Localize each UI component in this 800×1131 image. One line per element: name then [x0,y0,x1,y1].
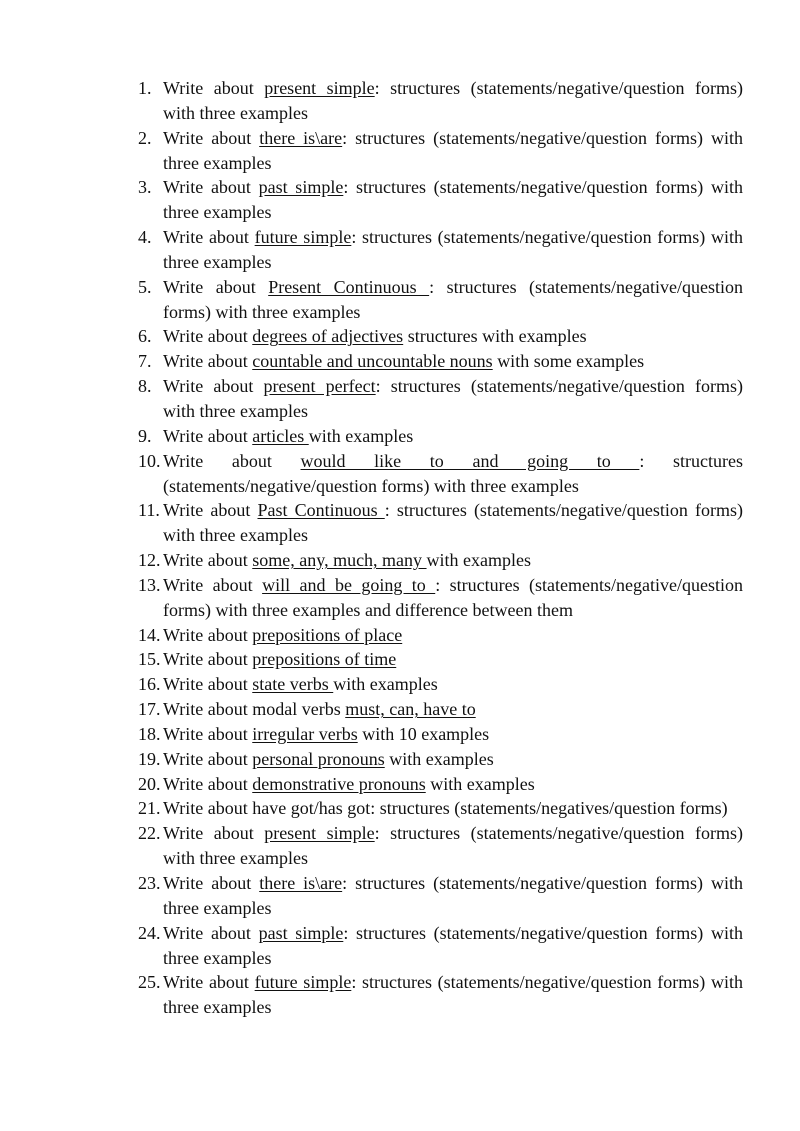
list-item [138,498,743,548]
item-topic: some, any, much, many [252,550,427,571]
item-text: Write about [163,450,301,471]
item-number: 15. [138,649,161,670]
item-topic: irregular verbs [252,723,358,744]
list-item [138,349,743,374]
list-item [138,573,743,623]
item-text: Write about [163,723,253,744]
item-text: : structures (statements/negative/question forms) with three examples [163,78,743,123]
item-number: 24. [138,922,161,943]
item-text: Write about [163,276,269,297]
item-number: 8. [138,376,152,397]
item-text: Write about [163,674,253,695]
item-number: 21. [138,798,161,819]
item-topic: Present Continuous [268,276,430,297]
item-number: 17. [138,699,161,720]
list-item [138,76,743,126]
item-topic: there is\are [259,873,343,893]
item-text: with examples [384,748,494,769]
list-item [138,672,743,697]
item-text: : structures (statements/negative/question forms) with three examples [163,500,743,546]
list-item [138,796,743,821]
item-topic: present simple [264,78,375,98]
item-text: Write about [163,649,253,670]
item-number: 1. [138,78,152,98]
list-item [138,175,743,225]
item-topic: prepositions of time [252,649,397,670]
item-text: Write about [163,773,253,794]
list-item [138,424,743,449]
item-text: Write about [163,972,255,993]
item-number: 14. [138,624,161,645]
item-text: Write about [163,873,260,893]
assignment-list [138,76,743,1020]
item-topic: state verbs [252,674,334,695]
item-text: : structures (statements/negative/question forms) with three examples [163,922,743,968]
item-topic: degrees of adjectives [252,326,404,347]
item-topic: future simple [254,227,352,248]
item-number: 3. [138,177,152,198]
list-item [138,871,743,921]
item-text: : structures (statements/negative/question forms) with three examples [163,376,743,421]
item-text: : structures (statements/negative/question forms) with three examples [163,450,743,496]
list-item [138,225,743,275]
list-item [138,275,743,325]
item-number: 7. [138,351,152,372]
item-topic: Past Continuous [257,500,385,521]
item-topic: past simple [258,922,344,943]
item-text: Write about [163,351,253,372]
item-number: 2. [138,127,152,148]
item-text: with examples [333,674,438,695]
item-topic: must, can, have to [345,699,476,720]
item-topic: present simple [264,823,375,844]
item-topic: will and be going to [262,574,436,595]
item-number: 5. [138,276,152,297]
item-text: Write about [163,425,253,446]
item-number: 4. [138,227,152,248]
item-topic: countable and uncountable nouns [252,351,493,372]
item-text: Write about [163,326,253,347]
item-text: : structures (statements/negative/question forms) with three examples [163,177,743,223]
item-text: Write about [163,550,253,571]
item-text: Write about [163,748,253,769]
list-item [138,126,743,176]
item-text: Write about [163,227,255,248]
item-text: : structures (statements/negative/question forms) with three examples [163,127,743,173]
item-text: with examples [425,773,535,794]
item-topic: there is\are [259,127,343,148]
item-text: Write about [163,376,264,397]
item-number: 12. [138,550,161,571]
item-text: Write about [163,78,265,98]
item-text: Write about [163,624,253,645]
list-item [138,921,743,971]
item-text: with examples [426,550,532,571]
item-text: Write about modal verbs [163,699,346,720]
item-topic: present perfect [263,376,376,397]
item-text: Write about [163,177,259,198]
item-text: : structures (statements/negative/question forms) with three examples [163,823,743,869]
item-number: 10. [138,450,161,471]
item-text: Write about [163,922,259,943]
list-item [138,970,743,1020]
item-text: structures with examples [403,326,587,347]
item-text: Write about [163,574,263,595]
item-number: 22. [138,823,161,844]
list-item [138,747,743,772]
item-number: 16. [138,674,161,695]
list-item [138,647,743,672]
item-text: with 10 examples [357,723,490,744]
item-topic: would like to and going to [300,450,640,471]
list-item [138,623,743,648]
item-number: 18. [138,723,161,744]
item-number: 19. [138,748,161,769]
item-number: 23. [138,873,161,893]
item-topic: past simple [258,177,344,198]
list-item [138,772,743,797]
item-text: : structures (statements/negative/question forms) with three examples [163,227,743,272]
item-text: : structures (statements/negative/question forms) with three examples and difference between them [163,574,743,620]
item-text: Write about [163,500,258,521]
item-topic: demonstrative pronouns [252,773,426,794]
list-item [138,821,743,871]
item-text: : structures (statements/negative/question forms) with three examples [163,873,743,918]
list-item [138,722,743,747]
item-topic: prepositions of place [252,624,403,645]
list-item [138,697,743,722]
item-text: Write about [163,127,260,148]
item-text: : structures (statements/negative/question forms) with three examples [163,972,743,1018]
item-number: 13. [138,574,161,595]
list-item [138,374,743,424]
item-number: 6. [138,326,152,347]
item-number: 25. [138,972,161,993]
item-number: 9. [138,425,152,446]
item-text: with some examples [492,351,645,372]
item-text: with examples [308,425,414,446]
item-topic: articles [252,425,309,446]
item-number: 11. [138,500,160,521]
item-number: 20. [138,773,161,794]
item-text: : structures (statements/negative/question forms) with three examples [163,276,743,322]
list-item [138,548,743,573]
list-item [138,449,743,499]
item-text: Write about have got/has got: structures (statements/negatives/question forms) [163,798,728,819]
item-topic: personal pronouns [252,748,385,769]
item-topic: future simple [254,972,352,993]
item-text: Write about [163,823,265,844]
list-item [138,324,743,349]
